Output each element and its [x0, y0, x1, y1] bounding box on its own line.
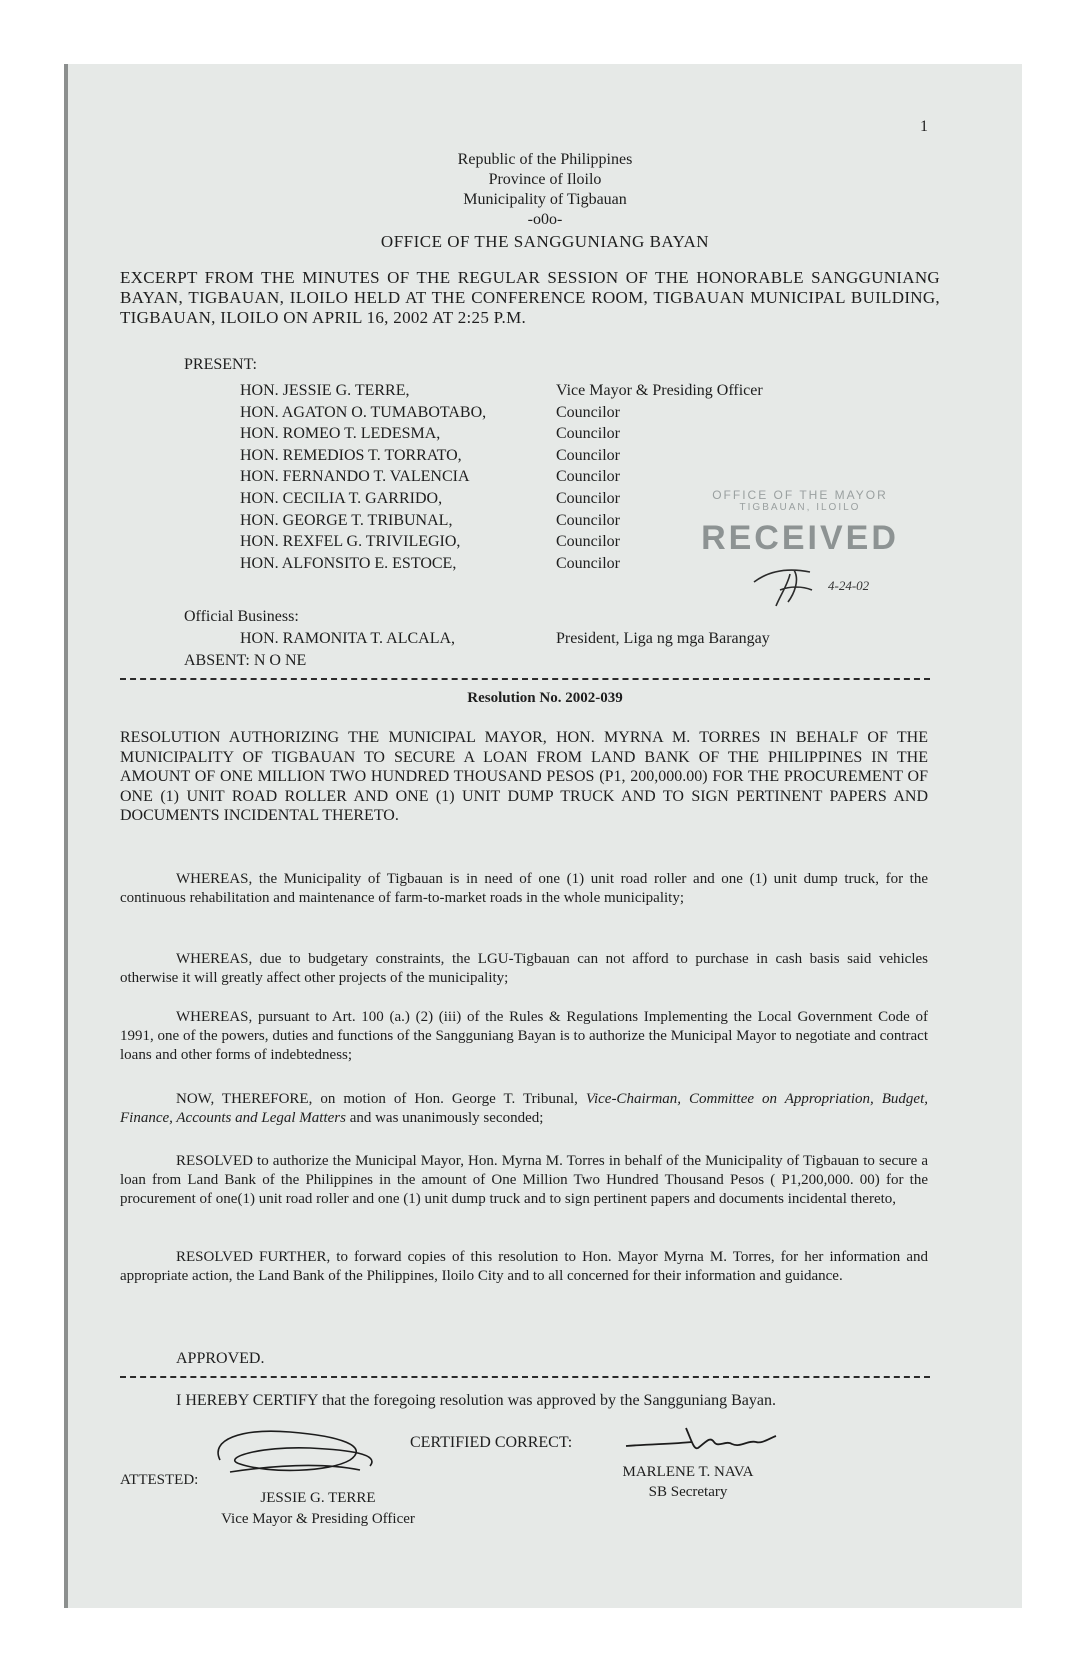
absent-line: ABSENT: N O NE [184, 652, 307, 669]
vice-mayor-block [188, 1488, 448, 1530]
secretary-title: SB Secretary [648, 1484, 728, 1500]
paragraph-text: and was unanimously seconded; [345, 1110, 544, 1126]
roster-row [240, 402, 880, 424]
paragraph-text: WHEREAS, pursuant to Art. 100 (a.) (2) (iii) of the Rules & Regulations Implementing the Local Government Code of 1991, one of the powers, duties and functions of the Sangguniang Bayan is to authorize the Municipal Mayor to negotiate and contract loans and other forms of indebtedness; [120, 1009, 928, 1063]
resolved-paragraph [120, 1152, 928, 1209]
certification-statement: I HEREBY CERTIFY that the foregoing resolution was approved by the Sangguniang Bayan. [176, 1392, 776, 1409]
official-business-position: President, Liga ng mga Barangay [556, 630, 770, 647]
stamp-date: 4-24-02 [828, 578, 870, 593]
resolution-number: Resolution No. 2002-039 [467, 690, 623, 706]
member-name: HON. ROMEO T. LEDESMA, [240, 425, 441, 443]
dashed-divider [120, 678, 930, 680]
member-position: Councilor [556, 446, 620, 464]
member-position: Vice Mayor & Presiding Officer [556, 382, 763, 399]
paragraph-text: RESOLVED FURTHER, to forward copies of this resolution to Hon. Mayor Myrna M. Torres, for her information and appropriate action, the Land Bank of the Philippines, Iloilo City and to all concerned for their information and guidance. [120, 1249, 928, 1284]
member-name: HON. REXFEL G. TRIVILEGIO, [240, 533, 461, 551]
paragraph-text: WHEREAS, the Municipality of Tigbauan is in need of one (1) unit road roller and one (1) unit dump truck, for the continuous rehabilitation and maintenance of farm-to-market roads in the whole municipality; [120, 871, 928, 906]
member-name: HON. AGATON O. TUMABOTABO, [240, 403, 487, 421]
document-page [64, 64, 1022, 1608]
header-office: OFFICE OF THE SANGGUNIANG BAYAN [380, 232, 710, 251]
now-therefore-paragraph [120, 1090, 928, 1128]
secretary-block [608, 1462, 768, 1502]
whereas-paragraph-2 [120, 950, 928, 988]
member-name: HON. CECILIA T. GARRIDO, [240, 489, 443, 507]
member-position: Councilor [556, 489, 620, 507]
official-business-label: Official Business: [184, 608, 299, 625]
member-name: HON. ALFONSITO E. ESTOCE, [240, 554, 457, 572]
resolved-further-paragraph [120, 1248, 928, 1286]
certified-correct-label: CERTIFIED CORRECT: [410, 1434, 573, 1451]
committee-name: Vice-Chairman, Committee on Appropriation, Budget, Finance, Accounts and Legal Matters [120, 1091, 928, 1126]
header-province: Province of Iloilo [488, 171, 602, 188]
page-number: 1 [920, 118, 928, 135]
roster-row [240, 445, 880, 467]
roster-row [240, 423, 880, 445]
member-position: Councilor [556, 554, 620, 572]
member-position: Councilor [556, 403, 620, 421]
header-municipality: Municipality of Tigbauan [463, 191, 627, 208]
member-position: Councilor [556, 425, 620, 443]
member-name: HON. FERNANDO T. VALENCIA [240, 468, 470, 486]
resolution-title: RESOLUTION AUTHORIZING THE MUNICIPAL MAYOR, HON. MYRNA M. TORRES IN BEHALF OF THE MUNICIPALITY OF TIGBAUAN TO SECURE A LOAN FROM LAND BANK OF THE PHILIPPINES IN THE AMOUNT OF ONE MILLION TWO HUNDRED THOUSAND PESOS (P1, 200,000.00) FOR THE PROCUREMENT OF ONE (1) UNIT ROAD ROLLER AND ONE (1) UNIT DUMP TRUCK AND TO SIGN PERTINENT PAPERS AND DOCUMENTS INCIDENTAL THERETO. [120, 729, 928, 825]
vice-mayor-signature [200, 1420, 390, 1490]
member-position: Councilor [556, 468, 620, 486]
member-name: HON. GEORGE T. TRIBUNAL, [240, 511, 453, 529]
present-label: PRESENT: [184, 356, 257, 373]
letterhead [68, 150, 1022, 252]
paragraph-text: WHEREAS, due to budgetary constraints, the LGU-Tigbauan can not afford to purchase in cash basis said vehicles otherwise it will greatly affect other projects of the municipality; [120, 951, 928, 986]
secretary-signature [622, 1422, 782, 1462]
vice-mayor-name: JESSIE G. TERRE [260, 1490, 376, 1506]
member-name: HON. JESSIE G. TERRE, [240, 382, 410, 399]
member-position: Councilor [556, 511, 620, 529]
vice-mayor-title: Vice Mayor & Presiding Officer [221, 1511, 415, 1527]
whereas-paragraph-1 [120, 870, 928, 908]
header-republic: Republic of the Philippines [457, 151, 633, 168]
official-business-row [240, 630, 880, 648]
paragraph-text: RESOLVED to authorize the Municipal Mayor, Hon. Myrna M. Torres in behalf of the Municipality of Tigbauan to secure a loan from Land Bank of the Philippines in the amount of One Million Two Hundred Thousand Pesos ( P1,200,000. 00) for the procurement of one(1) unit road roller and one (1) unit dump truck and to sign pertinent papers and documents incidental thereto, [120, 1153, 928, 1207]
dashed-divider [120, 1376, 930, 1378]
paragraph-text: NOW, THEREFORE, on motion of Hon. George T. Tribunal, [176, 1091, 586, 1107]
official-business-name: HON. RAMONITA T. ALCALA, [240, 630, 456, 647]
minutes-excerpt: EXCERPT FROM THE MINUTES OF THE REGULAR SESSION OF THE HONORABLE SANGGUNIANG BAYAN, TIGBAUAN, ILOILO HELD AT THE CONFERENCE ROOM, TIGBAUAN MUNICIPAL BUILDING, TIGBAUAN, ILOILO ON APRIL 16, 2002 AT 2:25 P.M. [120, 268, 940, 327]
stamp-received: RECEIVED [701, 519, 899, 557]
member-position: Councilor [556, 533, 620, 551]
whereas-paragraph-3 [120, 1008, 928, 1065]
stamp-office: OFFICE OF THE MAYOR [712, 488, 888, 502]
secretary-name: MARLENE T. NAVA [622, 1464, 754, 1480]
stamp-location: TIGBAUAN, ILOILO [739, 502, 861, 513]
header-separator: -o0o- [527, 211, 563, 228]
approved-line: APPROVED. [176, 1350, 265, 1367]
attested-label: ATTESTED: [120, 1472, 199, 1488]
roster-row [240, 380, 880, 402]
member-name: HON. REMEDIOS T. TORRATO, [240, 446, 462, 464]
stamp-initials-signature [750, 560, 834, 612]
